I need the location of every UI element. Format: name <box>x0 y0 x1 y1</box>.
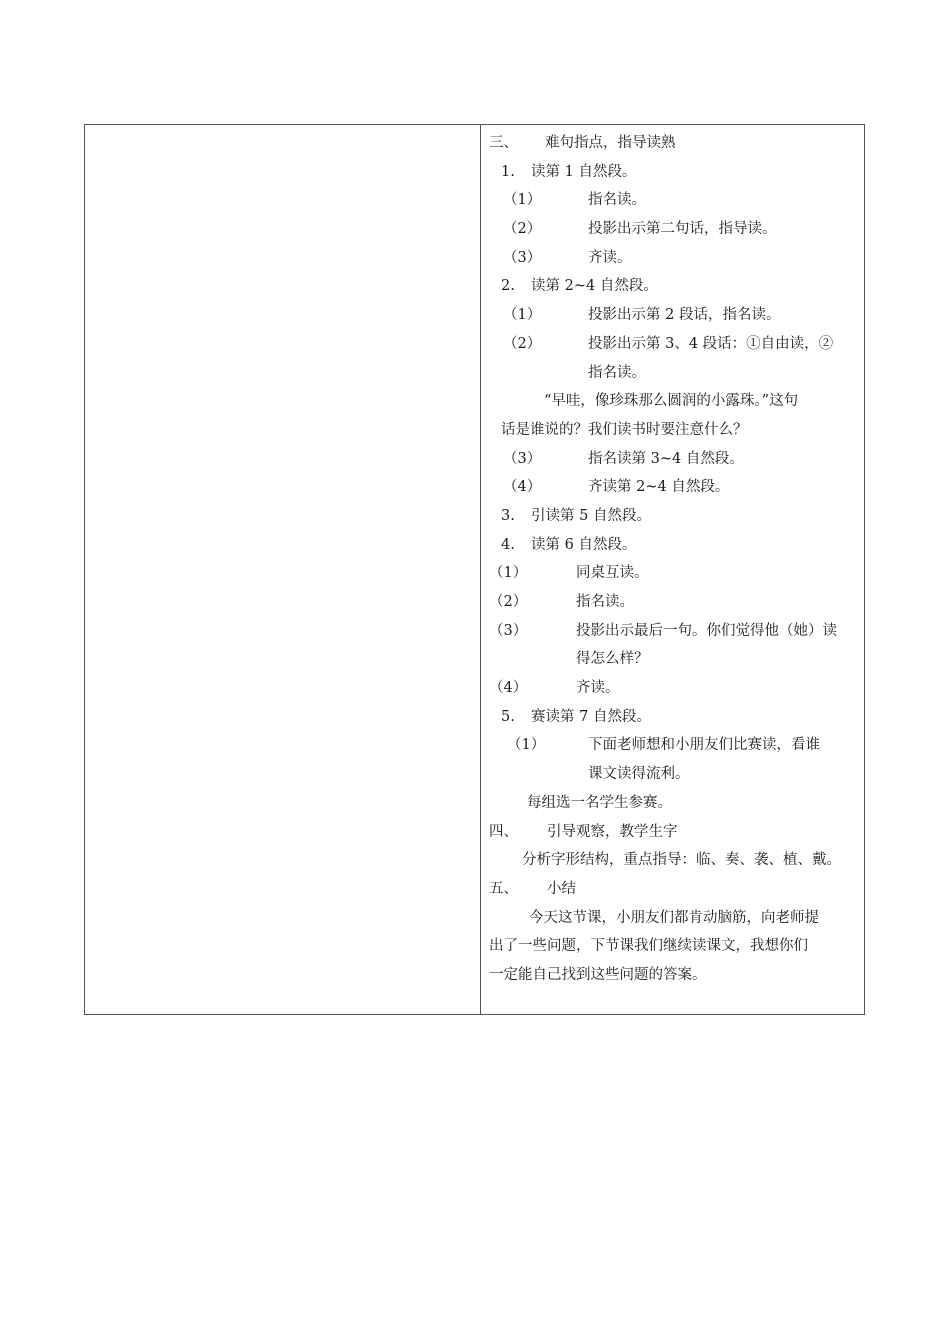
sub-step-text: 投影出示第二句话，指导读。 <box>588 221 777 238</box>
sub-step-text: 投影出示最后一句。你们觉得他（她）读 <box>576 622 837 639</box>
step-line <box>489 703 856 732</box>
sub-step-line <box>489 588 856 617</box>
continuation-line <box>489 645 856 674</box>
sub-step-line <box>489 301 856 330</box>
sub-step-text: 齐读。 <box>588 249 632 266</box>
step-line <box>489 272 856 301</box>
sub-step-number: （1） <box>503 192 542 209</box>
paragraph-line <box>489 961 856 990</box>
section-title: 难句指点，指导读熟 <box>545 135 676 151</box>
paragraph-text: 今天这节课，小朋友们都肯动脑筋，向老师提 <box>529 909 819 926</box>
section-heading <box>489 875 856 904</box>
continuation-text: 课文读得流利。 <box>588 766 690 783</box>
paragraph-line <box>489 904 856 933</box>
sub-step-number: （4） <box>489 680 528 697</box>
sub-step-line <box>489 244 856 273</box>
sub-step-line <box>489 215 856 244</box>
sub-step-number: （3） <box>503 249 542 266</box>
left-column-empty <box>85 125 481 1014</box>
sub-step-number: （3） <box>503 450 542 467</box>
paragraph-line <box>489 789 856 818</box>
step-text: 读第 6 自然段。 <box>531 536 637 553</box>
step-line <box>489 158 856 187</box>
step-number: 2. <box>501 278 515 295</box>
sub-step-text: 齐读。 <box>576 680 620 697</box>
sub-step-text: 指名读第 3~4 自然段。 <box>588 450 744 467</box>
paragraph-line <box>489 387 856 416</box>
step-line <box>489 502 856 531</box>
section-heading <box>489 818 856 847</box>
sub-step-text: 投影出示第 2 段话，指名读。 <box>588 307 781 324</box>
continuation-text: 得怎么样？ <box>576 651 649 668</box>
sub-step-number: （2） <box>503 335 542 352</box>
sub-step-number: （4） <box>503 479 542 496</box>
sub-step-number: （3） <box>489 622 528 639</box>
step-text: 读第 2~4 自然段。 <box>531 278 658 295</box>
step-number: 4. <box>501 536 515 553</box>
step-text: 引读第 5 自然段。 <box>531 507 651 524</box>
continuation-line <box>489 359 856 388</box>
paragraph-line <box>489 846 856 875</box>
sub-step-line <box>489 330 856 359</box>
paragraph-text: 每组选一名学生参赛。 <box>527 794 672 811</box>
section-number: 五、 <box>489 880 518 897</box>
step-number: 5. <box>501 708 515 725</box>
sub-step-number: （1） <box>507 737 546 754</box>
paragraph-text: 出了一些问题，下节课我们继续读课文，我想你们 <box>489 938 808 955</box>
paragraph-text: 一定能自己找到这些问题的答案。 <box>489 966 707 983</box>
sub-step-text: 下面老师想和小朋友们比赛读，看谁 <box>588 737 820 754</box>
section-heading <box>489 129 856 158</box>
sub-step-line <box>489 473 856 502</box>
sub-step-number: （1） <box>489 565 528 582</box>
sub-step-text: 指名读。 <box>576 594 634 610</box>
sub-step-text: 齐读第 2~4 自然段。 <box>588 479 730 496</box>
section-title: 小结 <box>547 880 576 897</box>
step-text: 赛读第 7 自然段。 <box>531 708 651 725</box>
sub-step-text: 指名读。 <box>588 192 646 209</box>
step-text: 读第 1 自然段。 <box>531 163 637 180</box>
sub-step-number: （1） <box>503 307 542 324</box>
step-number: 3. <box>501 507 515 524</box>
right-column <box>481 125 864 1014</box>
continuation-text: 指名读。 <box>588 364 646 381</box>
sub-step-number: （2） <box>489 594 528 610</box>
paragraph-line <box>489 416 856 445</box>
sub-step-line <box>489 674 856 703</box>
section-number: 四、 <box>489 823 518 840</box>
lesson-table <box>84 124 865 1015</box>
sub-step-line <box>489 559 856 588</box>
paragraph-line <box>489 932 856 961</box>
sub-step-line <box>489 617 856 646</box>
step-number: 1. <box>501 163 515 180</box>
sub-step-line <box>489 731 856 760</box>
continuation-line <box>489 760 856 789</box>
sub-step-number: （2） <box>503 221 542 238</box>
paragraph-text: 分析字形结构，重点指导：临、奏、袭、植、戴。 <box>522 852 841 869</box>
paragraph-text: “早哇，像珍珠那么圆润的小露珠。”这句 <box>544 393 799 410</box>
section-title: 引导观察，教学生字 <box>547 823 678 840</box>
sub-step-text: 同桌互读。 <box>576 565 649 582</box>
sub-step-text: 投影出示第 3、4 段话：①自由读，② <box>588 335 834 352</box>
sub-step-line <box>489 445 856 474</box>
paragraph-text: 话是谁说的？我们读书时要注意什么？ <box>501 421 748 438</box>
sub-step-line <box>489 186 856 215</box>
section-number: 三、 <box>489 135 518 151</box>
step-line <box>489 531 856 560</box>
